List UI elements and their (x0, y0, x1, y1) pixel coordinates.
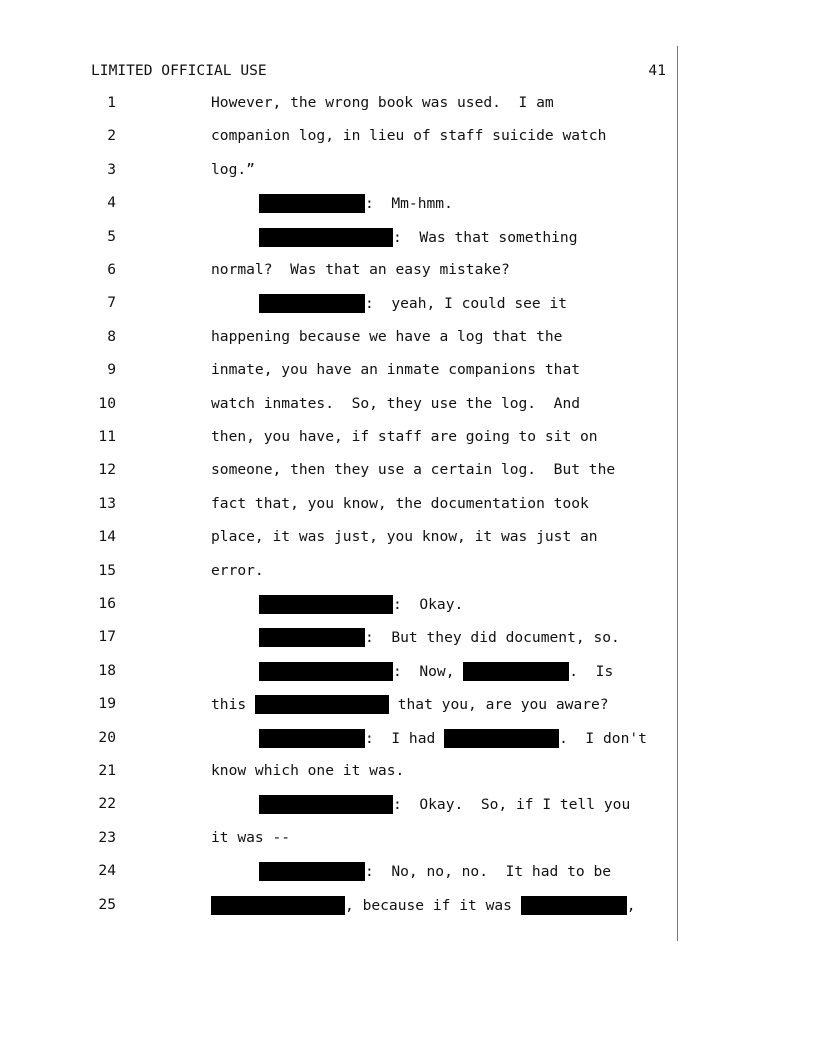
line-text (211, 896, 636, 915)
line-number: 15 (98, 562, 116, 579)
text-segment: : No, no, no. It had to be (365, 863, 612, 880)
line-number: 9 (107, 361, 116, 378)
text-segment: then, you have, if staff are going to sit on (211, 428, 598, 445)
redaction-box (211, 896, 345, 915)
transcript-line (0, 161, 816, 185)
line-number: 17 (98, 628, 116, 645)
line-text (259, 294, 567, 313)
redaction-box (255, 695, 389, 714)
transcript-line (0, 795, 816, 819)
line-text (211, 495, 589, 512)
transcript-line (0, 261, 816, 285)
line-text (211, 528, 598, 545)
line-number: 16 (98, 595, 116, 612)
line-text (259, 662, 613, 681)
line-number: 8 (107, 328, 116, 345)
line-number: 18 (98, 662, 116, 679)
transcript-line (0, 94, 816, 118)
transcript-line (0, 395, 816, 419)
line-text (259, 862, 611, 881)
line-number: 5 (107, 228, 116, 245)
text-segment: normal? Was that an easy mistake? (211, 261, 510, 278)
line-number: 20 (98, 729, 116, 746)
line-number: 1 (107, 94, 116, 111)
text-segment: : But they did document, so. (365, 629, 620, 646)
line-number: 21 (98, 762, 116, 779)
line-number: 7 (107, 294, 116, 311)
transcript-line (0, 628, 816, 652)
text-segment: , (626, 897, 636, 914)
text-segment: fact that, you know, the documentation took (211, 495, 589, 512)
redaction-box (259, 862, 365, 881)
line-text (211, 395, 580, 412)
line-text (259, 795, 630, 814)
line-text (211, 261, 510, 278)
redaction-box (521, 896, 627, 915)
redaction-box (259, 795, 393, 814)
classification-header: LIMITED OFFICIAL USE (91, 62, 267, 79)
redaction-box (259, 662, 393, 681)
redaction-box (444, 729, 559, 748)
line-number: 2 (107, 127, 116, 144)
line-number: 19 (98, 695, 116, 712)
page-number: 41 (648, 62, 666, 79)
transcript-line (0, 461, 816, 485)
transcript-line (0, 562, 816, 586)
line-text (259, 595, 463, 614)
line-number: 25 (98, 896, 116, 913)
text-segment: : yeah, I could see it (365, 295, 568, 312)
text-segment: error. (211, 562, 264, 579)
transcript-line (0, 595, 816, 619)
line-number: 13 (98, 495, 116, 512)
text-segment: : Now, (393, 663, 464, 680)
text-segment: inmate, you have an inmate companions that (211, 361, 581, 378)
line-number: 4 (107, 194, 116, 211)
line-text (211, 428, 598, 445)
transcript-line (0, 294, 816, 318)
line-text (211, 161, 255, 178)
line-number: 23 (98, 829, 116, 846)
transcript-line (0, 228, 816, 252)
line-text (259, 628, 620, 647)
text-segment: someone, then they use a certain log. But the (211, 461, 616, 478)
text-segment: watch inmates. So, they use the log. And (211, 395, 581, 412)
line-text (211, 829, 290, 846)
line-number: 10 (98, 395, 116, 412)
transcript-line (0, 495, 816, 519)
text-segment: it was -- (211, 829, 291, 846)
redaction-box (259, 228, 393, 247)
text-segment: this (211, 696, 255, 713)
text-segment: . Is (569, 663, 614, 680)
transcript-line (0, 127, 816, 151)
transcript-line (0, 428, 816, 452)
text-segment: : Okay. So, if I tell you (393, 796, 631, 813)
transcript-line (0, 862, 816, 886)
text-segment: log.” (211, 161, 255, 178)
text-segment: know which one it was. (211, 762, 405, 779)
line-number: 22 (98, 795, 116, 812)
line-text (211, 762, 404, 779)
text-segment: : Was that something (393, 229, 578, 246)
text-segment: companion log, in lieu of staff suicide watch (211, 127, 607, 144)
text-segment: that you, are you aware? (388, 696, 609, 713)
transcript-line (0, 762, 816, 786)
line-number: 11 (98, 428, 116, 445)
transcript-line (0, 829, 816, 853)
redaction-box (259, 595, 393, 614)
line-number: 24 (98, 862, 116, 879)
redaction-box (259, 729, 365, 748)
line-text (211, 127, 606, 144)
line-number: 6 (107, 261, 116, 278)
redaction-box (259, 294, 365, 313)
redaction-box (259, 628, 365, 647)
line-text (211, 461, 615, 478)
transcript-line (0, 528, 816, 552)
line-number: 14 (98, 528, 116, 545)
text-segment: , because if it was (345, 897, 521, 914)
line-text (259, 194, 453, 213)
transcript-line (0, 896, 816, 920)
transcript-line (0, 361, 816, 385)
transcript-line (0, 729, 816, 753)
transcript-line (0, 695, 816, 719)
text-segment: However, the wrong book was used. I am (211, 94, 554, 111)
text-segment: : Okay. (393, 596, 464, 613)
line-text (211, 94, 554, 111)
line-number: 3 (107, 161, 116, 178)
text-segment: : I had (365, 730, 445, 747)
transcript-line (0, 194, 816, 218)
line-text (211, 562, 264, 579)
line-text (259, 729, 647, 748)
line-text (211, 695, 609, 714)
transcript-line (0, 328, 816, 352)
line-number: 12 (98, 461, 116, 478)
redaction-box (463, 662, 569, 681)
text-segment: happening because we have a log that the (211, 328, 563, 345)
line-text (211, 361, 580, 378)
transcript-line (0, 662, 816, 686)
text-segment: : Mm-hmm. (365, 195, 453, 212)
text-segment: . I don't (559, 730, 647, 747)
line-text (211, 328, 562, 345)
line-text (259, 228, 578, 247)
text-segment: place, it was just, you know, it was just an (211, 528, 598, 545)
redaction-box (259, 194, 365, 213)
